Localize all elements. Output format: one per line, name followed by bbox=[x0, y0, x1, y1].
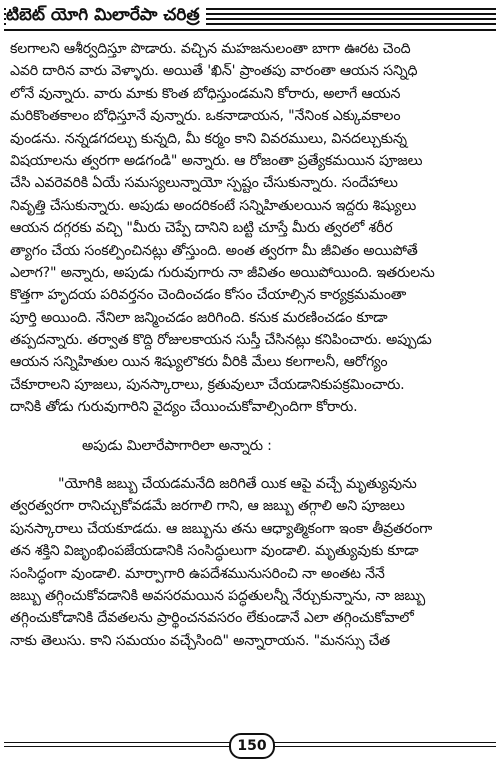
text-line: ఆయన సన్నిహితుల యిన శిష్యులొకరు వీరికి మేలు కలగాలనీ, ఆరోగ్యం bbox=[10, 354, 388, 371]
text-line: సంసిద్ధంగా వుండాలి. మార్పాగారి ఉపదేశమునుసరించి నా అంతట నేనే bbox=[10, 565, 385, 582]
paragraph-2: అపుడు మిలారేపాగారిలా అన్నారు : bbox=[82, 437, 272, 454]
text-line: నాకు తెలుసు. కాని సమయం వచ్చేసింది" అన్నారాయన. "మనస్సు చేత bbox=[10, 632, 391, 649]
text-line: ఆయన దగ్గరకు వచ్చి "మీరు చెప్పే దానిని బట్టి చూస్తే మీరు త్వరలో శరీర bbox=[10, 220, 393, 237]
paragraph-gap bbox=[10, 419, 490, 435]
text-line: మరికొంతకాలం బోధిస్తూనే వున్నారు. ఒకనాడాయన, "నేనింక ఎక్కువకాలం bbox=[10, 108, 401, 125]
text-line: జబ్బు తగ్గించుకోవడానికి అవసరమయిన పద్ధతులన్నీ నేర్చుకున్నాను, నా జబ్బు bbox=[10, 587, 426, 604]
text-line: చేకూరాలని పూజలు, పునస్కారాలు, క్రతువులూ చేయడానికుపక్రమించారు. bbox=[10, 376, 405, 393]
text-line: తప్పదన్నారు. తర్వాత కొద్ది రోజులకాయన సుస్తీ చేసినట్లు కనిపించారు. అప్పుడు bbox=[10, 332, 432, 349]
header-underline bbox=[4, 29, 496, 31]
running-header-title: టిబెట్ యోగి మిలారేపా చరిత్ర bbox=[6, 4, 206, 26]
text-line: దానికి తోడు గురువుగారిని వైద్యం చేయించుకోవాల్సిందిగా కోరారు. bbox=[10, 399, 358, 416]
text-line: "యోగికి జబ్బు చేయడమనేది జరిగితే యిక ఆపై వచ్చే మృత్యువును bbox=[58, 476, 417, 493]
paragraph-3 bbox=[10, 473, 490, 652]
running-header bbox=[4, 2, 496, 32]
text-line: పూర్తి అయింది. నేనిలా జన్మించడం జరిగింది. కనుక మరణించడం కూడా bbox=[10, 309, 388, 326]
text-line: త్యాగం చేయ సంకల్పించినట్లు తోస్తుంది. అంత త్వరగా మీ జీవితం అయిపోతే bbox=[10, 242, 418, 259]
text-line: తగ్గించుకోడానికి దేవతలను ప్రార్థించనవసరం లేకుండానే ఎలా తగ్గించుకోవాలో bbox=[10, 610, 414, 627]
paragraph-gap bbox=[10, 457, 490, 473]
text-line: ఎవరి దారిన వారు వెళ్ళారు. అయితే 'ఖిన్' ప్రాంతపు వారంతా ఆయన సన్నిధి bbox=[10, 63, 418, 80]
text-line: పునస్కారాలు చేయకూడదు. ఆ జబ్బును తను ఆధ్యాత్మికంగా ఇంకా తీవ్రతరంగా bbox=[10, 520, 433, 537]
text-line: కొత్తగా హృదయ పరివర్తనం చెందించడం కోసం చేయాల్సిన కార్యక్రమమంతా bbox=[10, 287, 407, 304]
text-line: త్వరత్వరగా రానిచ్చుకోవడమే జరగాలి గాని, ఆ జబ్బు తగ్గాలి అని పూజలు bbox=[10, 498, 405, 515]
text-line: చేసి ఎవరెవరికి ఏయే సమస్యలున్నాయో స్పష్టం చేసుకున్నారు. సందేహాలు bbox=[10, 175, 398, 192]
body-text bbox=[10, 38, 490, 652]
text-line: నివృత్తి చేసుకున్నారు. అపుడు అందరికంటే సన్నిహితులయిన ఇద్దరు శిష్యులు bbox=[10, 197, 417, 214]
text-line: వుండను. నన్నడగదల్చు కున్నది, మీ కర్మం కాని వివరములు, వినదల్చుకున్న bbox=[10, 130, 407, 147]
paragraph-1 bbox=[10, 38, 490, 419]
text-line: విషయాలను త్వరగా అడగండి" అన్నారు. ఆ రోజంతా ప్రత్యేకమయిన పూజలు bbox=[10, 152, 423, 169]
page-number: 150 bbox=[229, 733, 275, 759]
text-line: తన శక్తిని విజృంభింపజేయడానికి సంసిద్ధులుగా వుండాలి. మృత్యువుకు కూడా bbox=[10, 543, 419, 560]
text-line: లోనే వున్నారు. వారు మాకు కొంత బోధిస్తుండమని కోరారు, అలాగే ఆయన bbox=[10, 85, 401, 102]
text-line: ఎలాగ?" అన్నారు, అపుడు గురువుగారు నా జీవితం అయిపోయింది. ఇతరులను bbox=[10, 264, 435, 281]
text-line: కలగాలని ఆశీర్వదిస్తూ పొడారు. వచ్చిన మహజనులంతా బాగా ఊరట చెంది bbox=[10, 41, 411, 57]
